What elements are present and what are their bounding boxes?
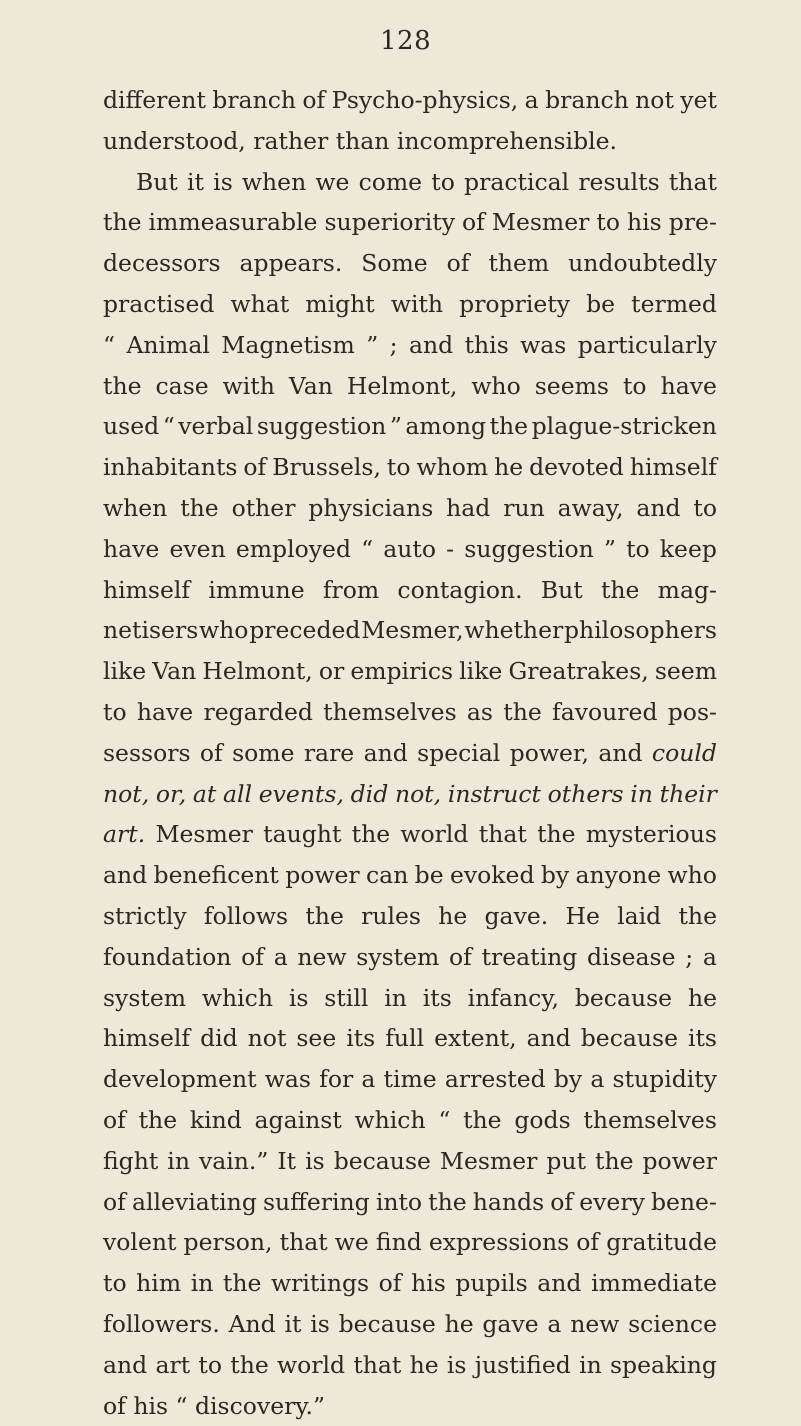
text-line: himself immune from contagion. But the mag-: [103, 570, 717, 611]
text-line: to him in the writings of his pupils and immediate: [103, 1263, 717, 1304]
text-line: foundation of a new system of treating disease ; a: [103, 937, 717, 978]
text-line: sessors of some rare and special power, and could: [103, 733, 717, 774]
text-line: understood, rather than incomprehensible.: [103, 121, 717, 162]
text-line: different branch of Psycho-physics, a branch not yet: [103, 80, 717, 121]
text-line: “ Animal Magnetism ” ; and this was particularly: [103, 325, 717, 366]
text-line: and art to the world that he is justified in speaking: [103, 1345, 717, 1386]
text-line: of the kind against which “ the gods themselves: [103, 1100, 717, 1141]
page-number: 128: [380, 26, 431, 56]
text-line: and beneficent power can be evoked by anyone who: [103, 855, 717, 896]
text-line: fight in vain.” It is because Mesmer put the power: [103, 1141, 717, 1182]
text-line: development was for a time arrested by a stupidity: [103, 1059, 717, 1100]
text-line: have even employed “ auto - suggestion ” to keep: [103, 529, 717, 570]
text-line: like Van Helmont, or empirics like Greatrakes, seem: [103, 651, 717, 692]
text-line: the case with Van Helmont, who seems to have: [103, 366, 717, 407]
text-line: practised what might with propriety be termed: [103, 284, 717, 325]
text-line: himself did not see its full extent, and because its: [103, 1018, 717, 1059]
text-line: inhabitants of Brussels, to whom he devoted himself: [103, 447, 717, 488]
text-line: netisers who preceded Mesmer, whether philosophers: [103, 610, 717, 651]
text-line: when the other physicians had run away, and to: [103, 488, 717, 529]
text-line: to have regarded themselves as the favoured pos-: [103, 692, 717, 733]
text-line: system which is still in its infancy, because he: [103, 978, 717, 1019]
text-line: decessors appears. Some of them undoubtedly: [103, 243, 717, 284]
text-line: strictly follows the rules he gave. He laid the: [103, 896, 717, 937]
text-line: followers. And it is because he gave a new science: [103, 1304, 717, 1345]
text-line: But it is when we come to practical results that: [103, 162, 717, 203]
text-line: of his “ discovery.”: [103, 1386, 717, 1426]
body-text: [103, 80, 717, 1426]
text-line: the immeasurable superiority of Mesmer to his pre-: [103, 202, 717, 243]
text-line: art. Mesmer taught the world that the mysterious: [103, 814, 717, 855]
text-line: not, or, at all events, did not, instruct others in their: [103, 774, 717, 815]
text-line: volent person, that we find expressions of gratitude: [103, 1222, 717, 1263]
text-line: used “ verbal suggestion ” among the plague-stricken: [103, 406, 717, 447]
text-line: of alleviating suffering into the hands of every bene-: [103, 1182, 717, 1223]
